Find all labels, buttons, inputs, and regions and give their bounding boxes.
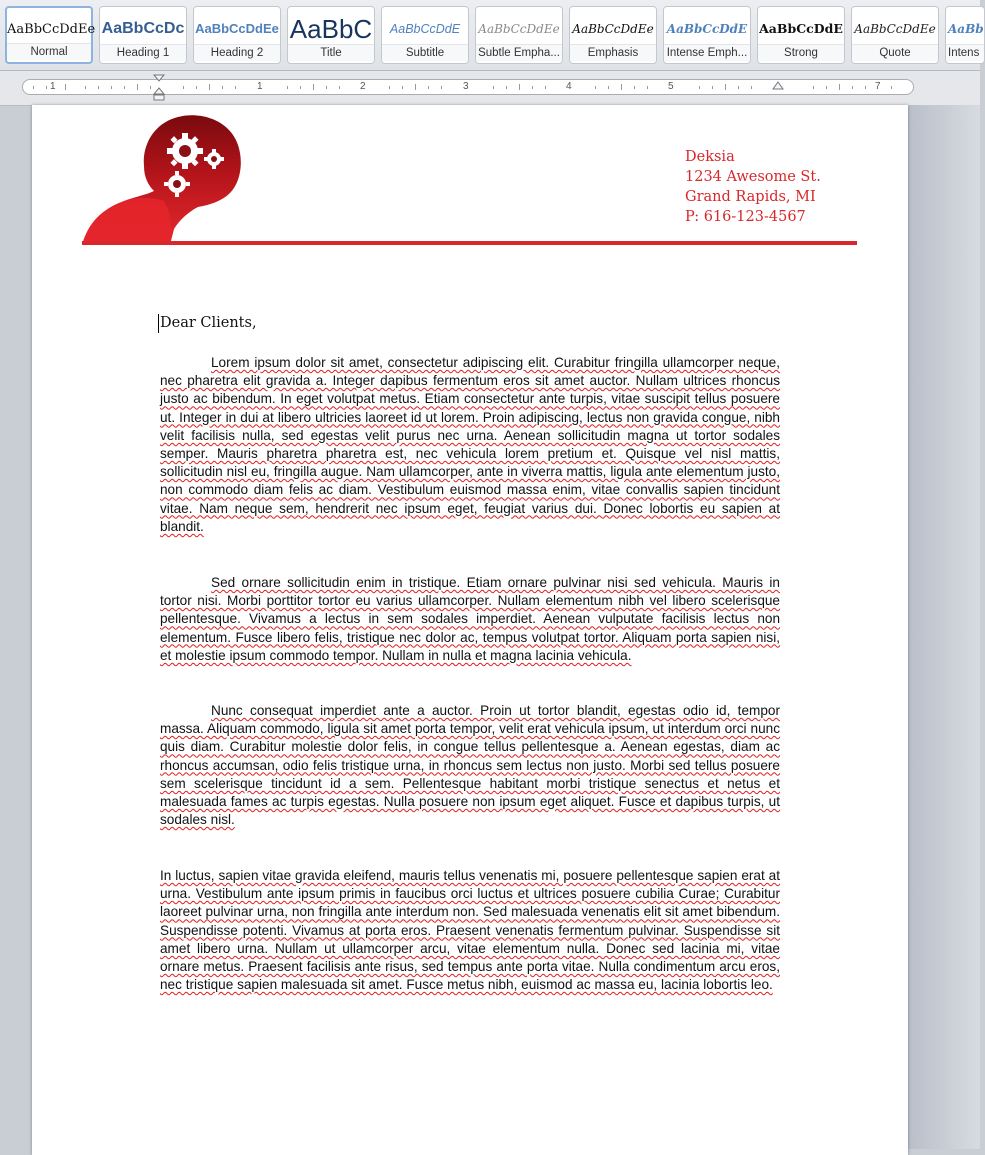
- ruler-tick: [826, 86, 827, 89]
- ruler-tick: [441, 86, 442, 89]
- ruler-tick: [85, 86, 86, 89]
- ruler-tick: [634, 86, 635, 89]
- ruler-tick: [389, 86, 390, 89]
- ruler-tick: [428, 86, 429, 89]
- ruler-tick: [415, 84, 416, 90]
- ruler-tick: [813, 86, 814, 89]
- style-label: Subtle Empha...: [476, 44, 562, 61]
- style-intense-emphasis[interactable]: [663, 6, 751, 64]
- style-sample: AaBbCcDdE: [759, 21, 843, 36]
- ruler-tick: [33, 86, 34, 89]
- ruler-tick: [608, 86, 609, 89]
- ruler-tick: [402, 86, 403, 89]
- style-sample: AaBbCcDdEe: [478, 22, 560, 36]
- ruler-tick: [98, 86, 99, 89]
- ruler-tick: [137, 84, 138, 90]
- ruler-tick: [339, 86, 340, 89]
- style-heading-2[interactable]: [193, 6, 281, 64]
- paragraph-text: Nunc consequat imperdiet ante a auctor. Proin ut tortor blandit, egestas odio id, tempor massa. Aliquam commodo, ligula sit amet porta tempor, velit erat vehicula ipsum, ut interdum orci nunc quis diam. Curabitur molestie dolor felis, in congue tellus pellentesque a. Aenean egestas, diam ac rhoncus accumsan, odio felis tristique urna, in rhoncus sem lectus non justo. Morbi sed tellus posuere sem scelerisque tincidunt id a sem. Pellentesque habitant morbi tristique senectus et netus et malesuada fames ac turpis egestas. Nulla posuere non ipsum eget aliquet. Fusce et dapibus turpis, ut sodales nisl.: [160, 703, 780, 828]
- ruler-tick: [852, 86, 853, 89]
- style-label: Strong: [758, 44, 844, 61]
- ruler-number: 1: [50, 81, 56, 92]
- ruler-tick: [183, 86, 184, 89]
- right-indent-marker[interactable]: [773, 82, 783, 90]
- ruler-tick: [111, 86, 112, 89]
- ruler-tick: [712, 86, 713, 89]
- style-subtle-emphasis[interactable]: [475, 6, 563, 64]
- style-sample: AaBbCcDdEe: [195, 21, 279, 36]
- ruler-tick: [313, 84, 314, 90]
- ruler-tick: [235, 86, 236, 89]
- letter-salutation[interactable]: Dear Clients,: [160, 315, 257, 331]
- style-label: Heading 1: [100, 44, 186, 61]
- street-address: 1234 Awesome St.: [685, 169, 821, 185]
- ruler-tick: [506, 86, 507, 89]
- style-sample: AaBbCcDdE: [666, 22, 748, 36]
- ruler-tick: [699, 86, 700, 89]
- ruler-tick: [287, 86, 288, 89]
- ruler-number: 2: [360, 81, 366, 92]
- style-sample: AaBbCcDdE: [389, 22, 461, 36]
- city-state: Grand Rapids, MI: [685, 189, 816, 205]
- ruler-tick: [124, 86, 125, 89]
- letter-paragraph[interactable]: [160, 702, 780, 829]
- style-strong[interactable]: [757, 6, 845, 64]
- ruler-number: 1: [257, 81, 263, 92]
- ruler-tick: [621, 84, 622, 90]
- style-label: Emphasis: [570, 44, 656, 61]
- style-sample: AaBb: [948, 22, 984, 36]
- ruler-tick: [738, 86, 739, 89]
- ruler-number: 3: [463, 81, 469, 92]
- style-label: Quote: [852, 44, 938, 61]
- ruler-number: 7: [875, 81, 881, 92]
- letterhead-divider: [82, 241, 857, 245]
- style-normal[interactable]: [5, 6, 96, 64]
- ruler-tick: [865, 86, 866, 89]
- style-sample: AaBbCcDdEe: [7, 22, 96, 37]
- paragraph-text: Sed ornare sollicitudin enim in tristique. Etiam ornare pulvinar nisi sed vehicula. Mauris in tortor nisi. Morbi porttitor tortor eu varius ullamcorper. Nullam elementum nibh vel libero scelerisque pellentesque. Vivamus a lectus in sem sodales imperdiet. Aenean vulputate facilisis lectus non elementum. Fusce libero felis, tristique nec dolor ac, tempus volutpat tortor. Aliquam porta sapien nisi, et molestie ipsum commodo tempor. Nullam in nulla et magna lacinia vehicula.: [160, 575, 780, 663]
- style-intense-quote[interactable]: [945, 6, 985, 64]
- style-gallery: [0, 0, 984, 71]
- ruler-tick: [300, 86, 301, 89]
- style-label: Title: [288, 44, 374, 61]
- style-title[interactable]: [287, 6, 375, 64]
- ruler-tick: [532, 86, 533, 89]
- letter-paragraph[interactable]: [160, 354, 780, 536]
- document-page[interactable]: [32, 105, 908, 1155]
- style-label: Intens: [946, 44, 984, 61]
- letterhead-address: [685, 147, 821, 227]
- style-label: Heading 2: [194, 44, 280, 61]
- ruler-tick: [595, 86, 596, 89]
- letter-paragraph[interactable]: [160, 867, 780, 994]
- paragraph-text: In luctus, sapien vitae gravida eleifend, mauris tellus venenatis mi, posuere pellentesque sapien erat at urna. Vestibulum ante ipsum primis in faucibus orci luctus et ultrices posuere cubilia Curae; Curabitur laoreet pulvinar urna, non fringilla ante interdum non. Sed malesuada venenatis elit sit amet bibendum. Suspendisse potenti. Vivamus at porta eros. Praesent venenatis fermentum pulvinar. Suspendisse sit amet libero urna. Nullam ut ullamcorper arcu, vitae elementum nulla. Donec sed lacinia mi, vitae ornare metus. Praesent facilisis ante risus, sed tempus ante porta vitae. Nulla condimentum arcu eros, nec tristique sapien malesuada sit amet. Fusce metus nibh, euismod ac massa eu, lacinia lobortis leo.: [160, 868, 780, 993]
- ruler-tick: [891, 86, 892, 89]
- first-line-indent-marker[interactable]: [153, 74, 165, 102]
- ruler-tick: [65, 84, 66, 90]
- style-label: Intense Emph...: [664, 44, 750, 61]
- style-label: Normal: [7, 43, 91, 60]
- style-heading-1[interactable]: [99, 6, 187, 64]
- style-emphasis[interactable]: [569, 6, 657, 64]
- style-sample: AaBbCcDc: [101, 20, 185, 37]
- company-logo: [82, 111, 252, 246]
- document-background: [908, 105, 980, 1149]
- ruler-tick: [326, 86, 327, 89]
- style-sample: AaBbCcDdEe: [572, 22, 654, 36]
- ruler-number: 5: [668, 81, 674, 92]
- style-label: Subtitle: [382, 44, 468, 61]
- text-cursor: [158, 314, 159, 333]
- paragraph-text: Lorem ipsum dolor sit amet, consectetur adipiscing elit. Curabitur fringilla ullamcorper neque, nec pharetra elit gravida a. Integer dapibus fermentum eros sit amet auctor. Nullam ultrices rhoncus justo ac bibendum. In eget volutpat metus. Etiam consectetur ante turpis, vitae suscipit tellus posuere ut. Integer in dui at libero ultricies laoreet id ut lorem. Proin adipiscing, lectus non gravida congue, nibh velit facilisis nulla, sed egestas velit purus nec urna. Aenean sollicitudin magna ut tortor sodales semper. Mauris pharetra pharetra est, nec vehicula lorem pretium et. Quisque vel nisl mattis, sollicitudin nisl eu, fringilla augue. Nam ullamcorper, ante in viverra mattis, ligula ante elementum justo, non commodo diam felis ac diam. Vestibulum euismod massa enim, vitae convallis sapien tincidunt vitae. Nam neque sem, hendrerit nec ipsum eget, feugiat varius dui. Donec lobortis eu sapien at blandit.: [160, 355, 780, 534]
- ruler-tick: [519, 84, 520, 90]
- ruler-tick: [493, 86, 494, 89]
- company-name: Deksia: [685, 149, 735, 165]
- style-sample: AaBbCcDdEe: [854, 22, 936, 36]
- ruler-tick: [222, 86, 223, 89]
- ruler-tick: [751, 86, 752, 89]
- style-subtitle[interactable]: [381, 6, 469, 64]
- ruler-number: 4: [566, 81, 572, 92]
- ruler-tick: [839, 84, 840, 90]
- style-sample: AaBbC: [289, 14, 373, 44]
- ruler-tick: [647, 86, 648, 89]
- ruler-tick: [725, 84, 726, 90]
- ruler-tick: [46, 86, 47, 89]
- phone-number: P: 616-123-4567: [685, 209, 806, 225]
- style-quote[interactable]: [851, 6, 939, 64]
- ruler-tick: [150, 86, 151, 89]
- ruler-bar: [0, 71, 980, 106]
- letter-paragraph[interactable]: [160, 574, 780, 665]
- ruler-tick: [209, 84, 210, 90]
- ruler-tick: [196, 86, 197, 89]
- ruler-tick: [545, 86, 546, 89]
